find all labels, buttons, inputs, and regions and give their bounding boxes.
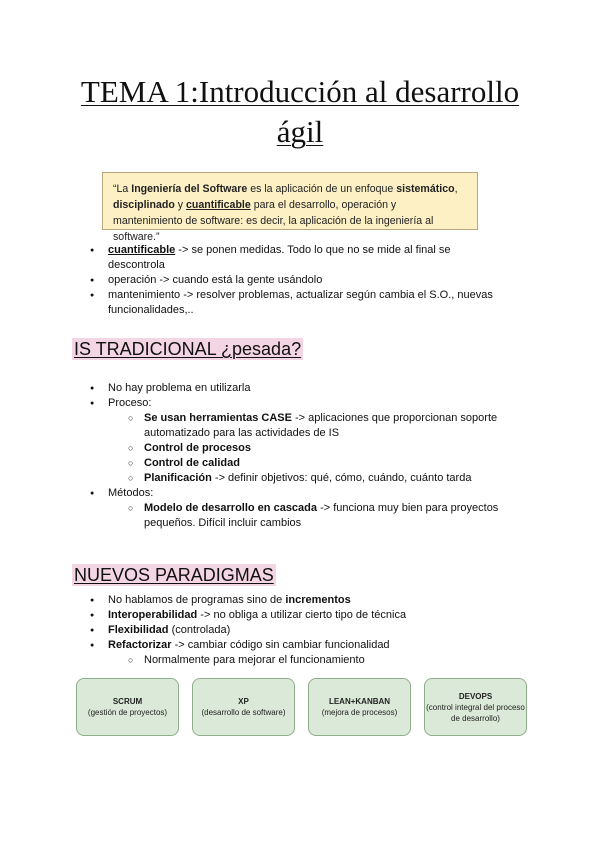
box-scrum: [76, 678, 179, 736]
box-title: SCRUM: [112, 697, 143, 706]
sub-list-item: ○ Modelo de desarrollo en cascada -> funciona muy bien para proyectos pequeños. Difícil incluir cambios: [90, 501, 510, 531]
section-heading-nuevos-paradigmas: NUEVOS PARADIGMAS: [74, 565, 274, 585]
quote-text: para el desarrollo, operación y mantenimiento de software: es decir, la aplicación de la ingeniería al software.”: [113, 199, 434, 243]
title-line-1: TEMA 1:Introducción al desarrollo: [80, 74, 520, 109]
box-desc: (mejora de procesos): [321, 708, 398, 717]
sub-list-item: ○ Planificación -> definir objetivos: qué, cómo, cuándo, cuánto tarda: [90, 471, 510, 486]
definition-quote-box: [102, 172, 478, 243]
list-item: ● Proceso:: [90, 396, 510, 411]
box-desc: (control integral del proceso de desarrollo): [426, 702, 525, 723]
box-title: XP: [238, 697, 249, 706]
sub-list-item: ○ Se usan herramientas CASE -> aplicaciones que proporcionan soporte automatizado para las actividades de IS: [90, 411, 510, 441]
quote-text: “La: [113, 183, 132, 195]
term-cuantificable: cuantificable: [108, 244, 176, 256]
list-item: ● Refactorizar -> cambiar código sin cambiar funcionalidad: [90, 638, 510, 653]
list-item: ● No hablamos de programas sino de incrementos: [90, 593, 510, 608]
box-title: LEAN+KANBAN: [328, 697, 391, 706]
box-title: DEVOPS: [458, 691, 493, 701]
nuevos-paradigmas-list: [90, 593, 510, 668]
list-item: ● No hay problema en utilizarla: [90, 381, 510, 396]
sub-list-item: ○ Control de procesos: [90, 441, 510, 456]
sub-list-item: ○ Control de calidad: [90, 456, 510, 471]
list-item: ● cuantificable -> se ponen medidas. Todo lo que no se mide al final se descontrola: [90, 243, 510, 273]
quote-bold: Ingeniería del Software: [131, 183, 248, 195]
page-title: [40, 72, 560, 152]
is-tradicional-list: [90, 381, 510, 531]
section-heading-is-tradicional: IS TRADICIONAL ¿pesada?: [74, 339, 302, 359]
list-item: ● mantenimiento -> resolver problemas, actualizar según cambia el S.O., nuevas funcionalidades,..: [90, 288, 510, 318]
list-item: ● operación -> cuando está la gente usándolo: [90, 273, 510, 288]
quote-text: ,: [454, 183, 458, 195]
quote-text: es la aplicación de un enfoque: [247, 183, 397, 195]
list-item: ● Métodos:: [90, 486, 510, 501]
quote-text: y: [174, 199, 186, 211]
box-devops: [424, 678, 527, 736]
box-desc: (gestión de proyectos): [87, 708, 168, 717]
quote-bold: sistemático: [396, 183, 455, 195]
box-xp: [192, 678, 295, 736]
list-item: ● Interoperabilidad -> no obliga a utilizar cierto tipo de técnica: [90, 608, 510, 623]
box-lean-kanban: [308, 678, 411, 736]
methodology-boxes: [76, 678, 528, 736]
box-desc: (desarrollo de software): [201, 708, 286, 717]
intro-list: [90, 243, 510, 318]
list-item: ● Flexibilidad (controlada): [90, 623, 510, 638]
quote-bold: disciplinado: [113, 199, 175, 211]
title-line-2: ágil: [276, 114, 324, 149]
quote-bold-underlined: cuantificable: [186, 199, 251, 211]
sub-list-item: ○ Normalmente para mejorar el funcionamiento: [90, 653, 510, 668]
